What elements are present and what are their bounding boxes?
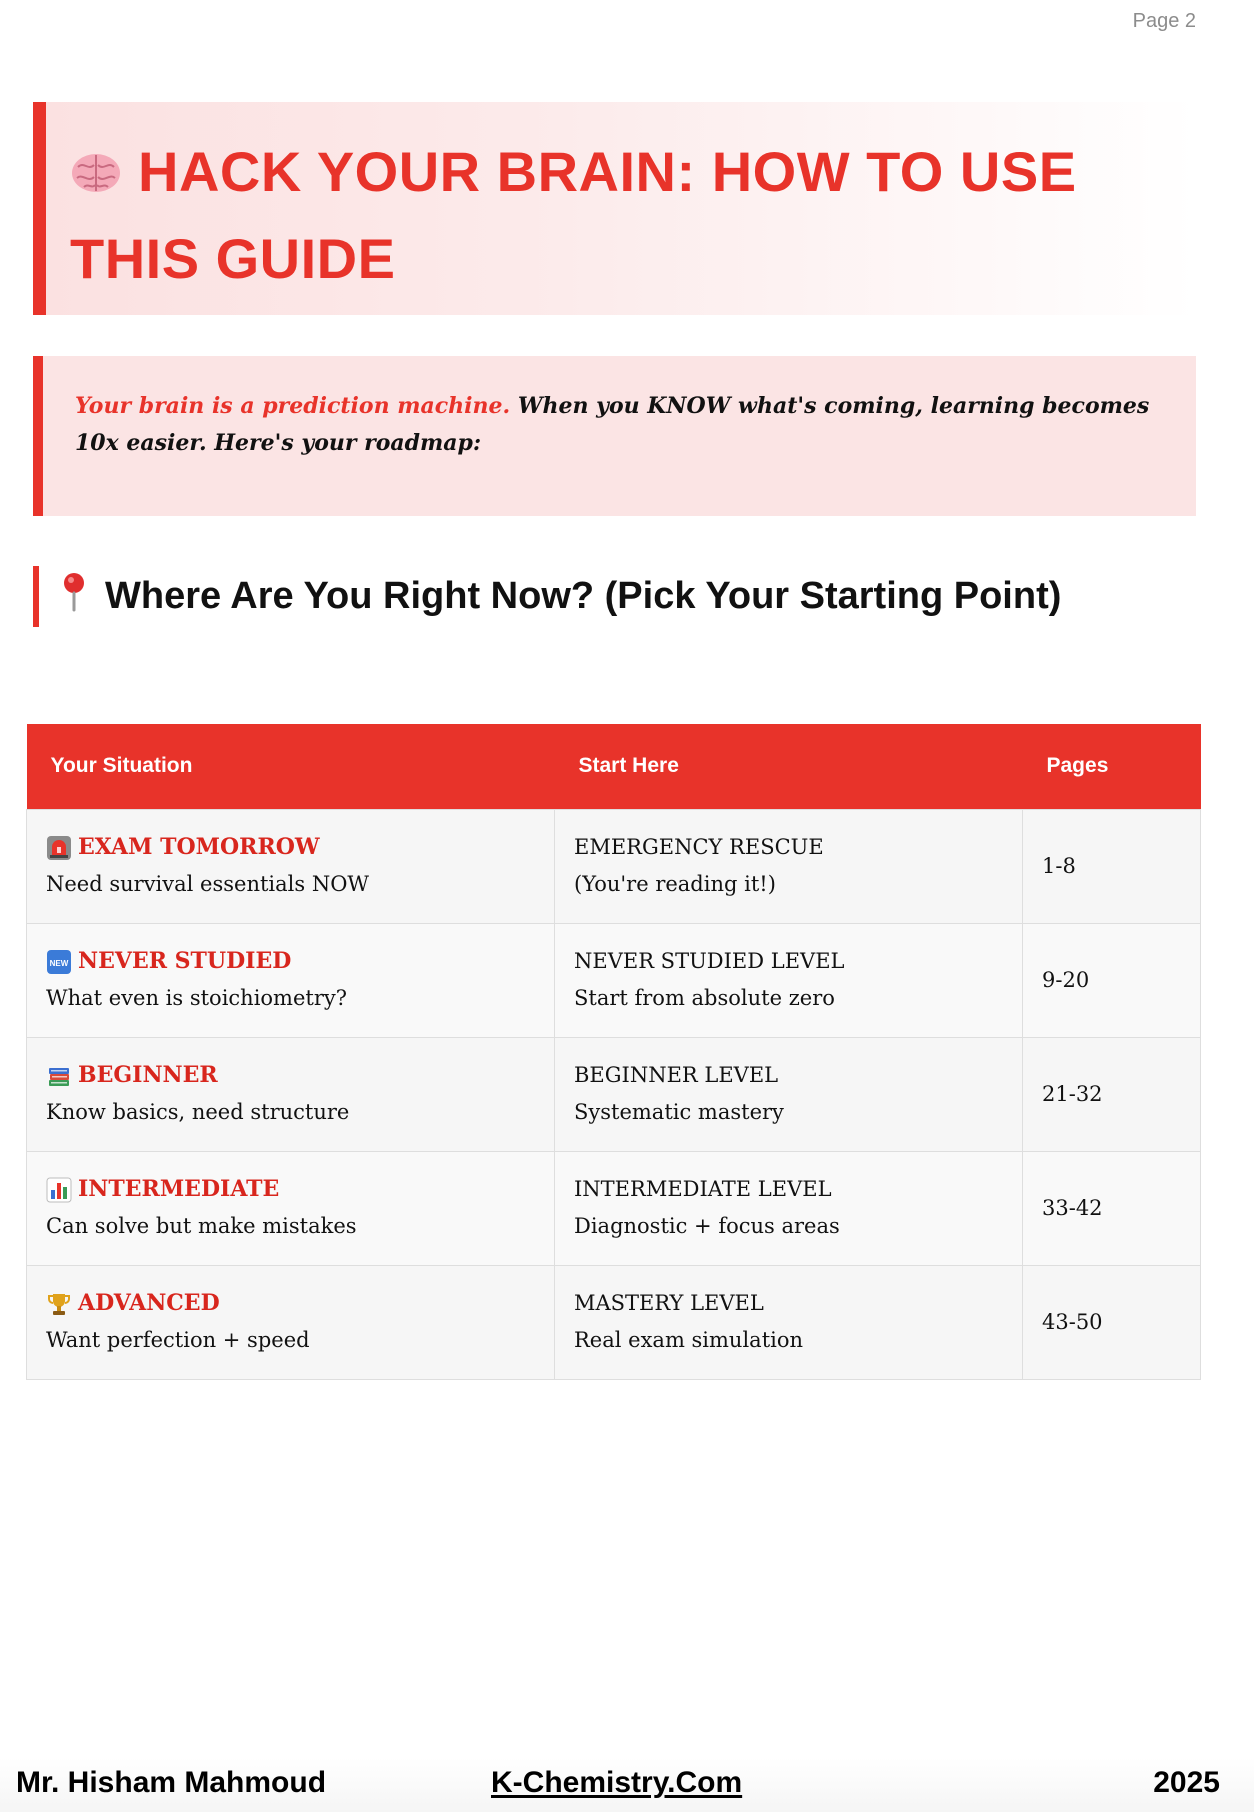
situation-title: EXAM TOMORROW [46,829,536,866]
start-title: MASTERY LEVEL [574,1291,764,1315]
situation-cell [27,923,555,1037]
start-cell [555,923,1023,1037]
section-heading [33,566,1061,627]
situation-desc: Want perfection + speed [46,1328,310,1352]
situation-desc: What even is stoichiometry? [46,986,347,1010]
situation-desc: Know basics, need structure [46,1100,350,1124]
pages-cell: 33-42 [1023,1151,1201,1265]
svg-text:NEW: NEW [49,958,69,968]
pages-cell: 1-8 [1023,809,1201,923]
header-start-here: Start Here [555,724,1023,809]
start-title: NEVER STUDIED LEVEL [574,949,845,973]
start-title: EMERGENCY RESCUE [574,835,824,859]
pin-icon [59,572,89,622]
bar-chart-icon [46,1177,72,1203]
situation-cell [27,809,555,923]
situation-desc: Need survival essentials NOW [46,872,369,896]
header-situation: Your Situation [27,724,555,809]
page-title-text: HACK YOUR BRAIN: HOW TO USE THIS GUIDE [70,140,1077,290]
situation-desc: Can solve but make mistakes [46,1214,357,1238]
start-title: INTERMEDIATE LEVEL [574,1177,832,1201]
page-footer [0,1758,1254,1812]
page-number: Page 2 [1132,10,1196,32]
pages-cell: 21-32 [1023,1037,1201,1151]
brain-icon [70,134,122,217]
footer-site-link[interactable]: K-Chemistry.Com [491,1766,743,1799]
callout-lead: Your brain is a prediction machine. [75,393,511,419]
table-row [27,1037,1201,1151]
books-icon [46,1063,72,1089]
situation-cell [27,1265,555,1379]
situation-title: NEW NEVER STUDIED [46,943,536,980]
situation-cell [27,1037,555,1151]
title-banner [33,102,1196,315]
intro-callout [33,356,1196,516]
page-title [70,130,1170,300]
start-cell [555,1037,1023,1151]
footer-year: 2025 [1153,1766,1220,1799]
footer-author: Mr. Hisham Mahmoud [16,1766,327,1799]
table-header-row [27,724,1201,809]
start-desc: Systematic mastery [574,1100,784,1124]
situation-title: BEGINNER [46,1057,536,1094]
start-title: BEGINNER LEVEL [574,1063,779,1087]
start-cell [555,809,1023,923]
situation-cell [27,1151,555,1265]
pages-cell: 43-50 [1023,1265,1201,1379]
table-row [27,809,1201,923]
header-pages: Pages [1023,724,1201,809]
trophy-icon [46,1291,72,1317]
pages-cell: 9-20 [1023,923,1201,1037]
callout-body: When you KNOW what's coming, learning becomes 10x easier. Here's your roadmap: [75,393,1150,456]
start-cell [555,1151,1023,1265]
new-badge-icon [46,949,72,975]
situation-title: INTERMEDIATE [46,1171,536,1208]
start-desc: (You're reading it!) [574,872,776,896]
start-desc: Real exam simulation [574,1328,804,1352]
siren-icon [46,835,72,861]
section-heading-text: Where Are You Right Now? (Pick Your Starting Point) [105,575,1062,617]
table-row [27,1265,1201,1379]
situation-title: ADVANCED [46,1285,536,1322]
table-row [27,1151,1201,1265]
start-desc: Start from absolute zero [574,986,835,1010]
start-desc: Diagnostic + focus areas [574,1214,840,1238]
roadmap-table [26,724,1201,1380]
start-cell [555,1265,1023,1379]
table-row [27,923,1201,1037]
